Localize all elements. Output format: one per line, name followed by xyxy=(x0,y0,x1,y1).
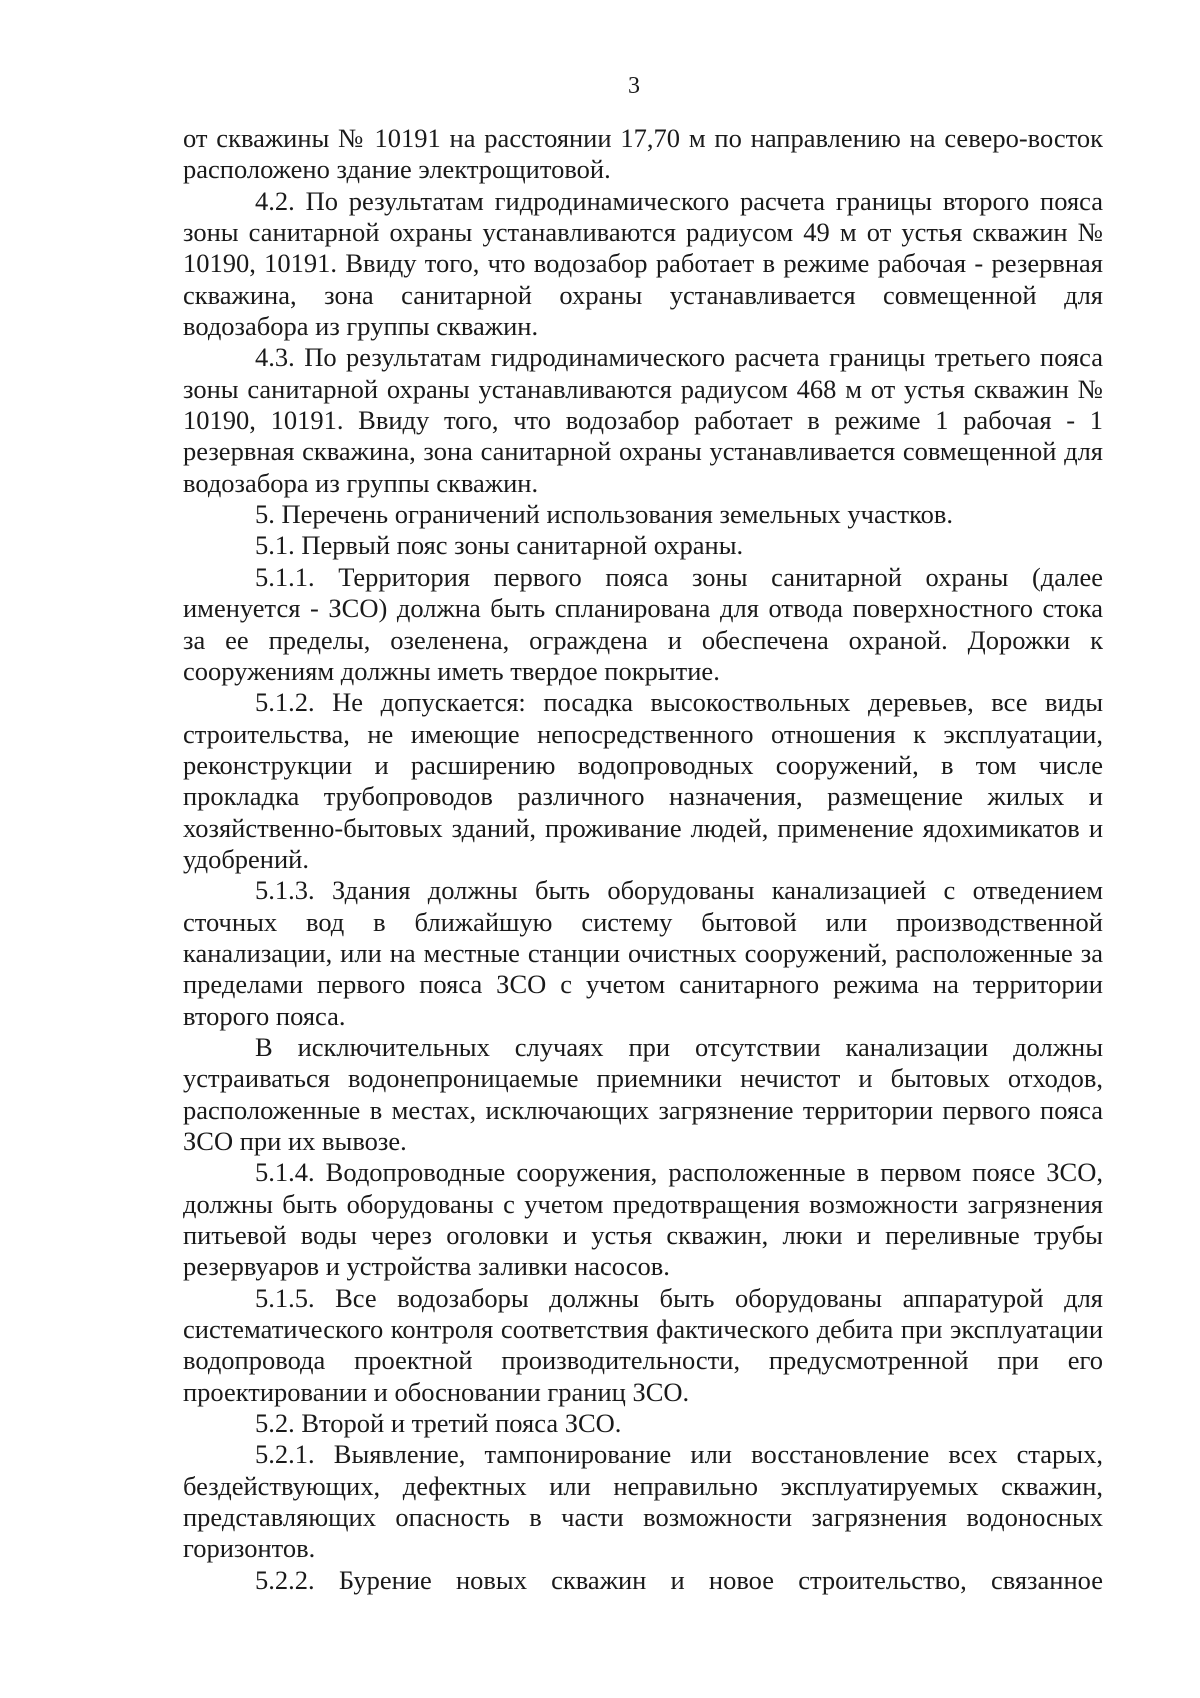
paragraph-5-1-2: 5.1.2. Не допускается: посадка высокоствольных деревьев, все виды строительства, не имеющие непосредственного отношения к эксплуатации, реконструкции и расширению водопроводных сооружений, в том числе прокладка трубопроводов различного назначения, размещение жилых и хозяйственно-бытовых зданий, проживание людей, применение ядохимикатов и удобрений. xyxy=(183,687,1103,874)
paragraph-4-2: 4.2. По результатам гидродинамического расчета границы второго пояса зоны санитарной охраны устанавливаются радиусом 49 м от устья скважин № 10190, 10191. Ввиду того, что водозабор работает в режиме рабочая - резервная скважина, зона санитарной охраны устанавливается совмещенной для водозабора из группы скважин. xyxy=(183,185,1103,342)
paragraph-5-2: 5.2. Второй и третий пояса ЗСО. xyxy=(255,1408,622,1439)
paragraph-exceptional-cases: В исключительных случаях при отсутствии канализации должны устраиваться водонепроницаемые приемники нечистот и бытовых отходов, расположенные в местах, исключающих загрязнение территории первого пояса ЗСО при их вывозе. xyxy=(183,1031,1103,1156)
paragraph-5-1: 5.1. Первый пояс зоны санитарной охраны. xyxy=(255,530,744,561)
paragraph-4-3: 4.3. По результатам гидродинамического расчета границы третьего пояса зоны санитарной охраны устанавливаются радиусом 468 м от устья скважин № 10190, 10191. Ввиду того, что водозабор работает в режиме 1 рабочая - 1 резервная скважина, зона санитарной охраны устанавливается совмещенной для водозабора из группы скважин. xyxy=(183,342,1103,498)
paragraph-5-1-4: 5.1.4. Водопроводные сооружения, расположенные в первом поясе ЗСО, должны быть оборудованы с учетом предотвращения возможности загрязнения питьевой воды через оголовки и устья скважин, люки и переливные трубы резервуаров и устройства заливки насосов. xyxy=(183,1157,1103,1282)
paragraph-5-2-1: 5.2.1. Выявление, тампонирование или восстановление всех старых, бездействующих, дефектных или неправильно эксплуатируемых скважин, представляющих опасность в части возможности загрязнения водоносных горизонтов. xyxy=(183,1439,1103,1564)
paragraph-5-1-1: 5.1.1. Территория первого пояса зоны санитарной охраны (далее именуется - ЗСО) должна быть спланирована для отвода поверхностного стока за ее пределы, озеленена, ограждена и обеспечена охраной. Дорожки к сооружениям должны иметь твердое покрытие. xyxy=(183,561,1103,686)
page-number: 3 xyxy=(628,73,640,99)
paragraph-5: 5. Перечень ограничений использования земельных участков. xyxy=(255,499,954,530)
paragraph-5-2-2: 5.2.2. Бурение новых скважин и новое строительство, связанное xyxy=(255,1564,1103,1595)
paragraph-5-1-5: 5.1.5. Все водозаборы должны быть оборудованы аппаратурой для систематического контроля соответствия фактического дебита при эксплуатации водопровода проектной производительности, предусмотренной при его проектировании и обосновании границ ЗСО. xyxy=(183,1282,1103,1407)
paragraph-continuation: от скважины № 10191 на расстоянии 17,70 м по направлению на северо-восток расположено здание электрощитовой. xyxy=(183,123,1103,185)
document-body xyxy=(183,123,1103,1596)
paragraph-5-1-3: 5.1.3. Здания должны быть оборудованы канализацией с отведением сточных вод в ближайшую систему бытовой или производственной канализации, или на местные станции очистных сооружений, расположенные за пределами первого пояса ЗСО с учетом санитарного режима на территории второго пояса. xyxy=(183,875,1103,1031)
